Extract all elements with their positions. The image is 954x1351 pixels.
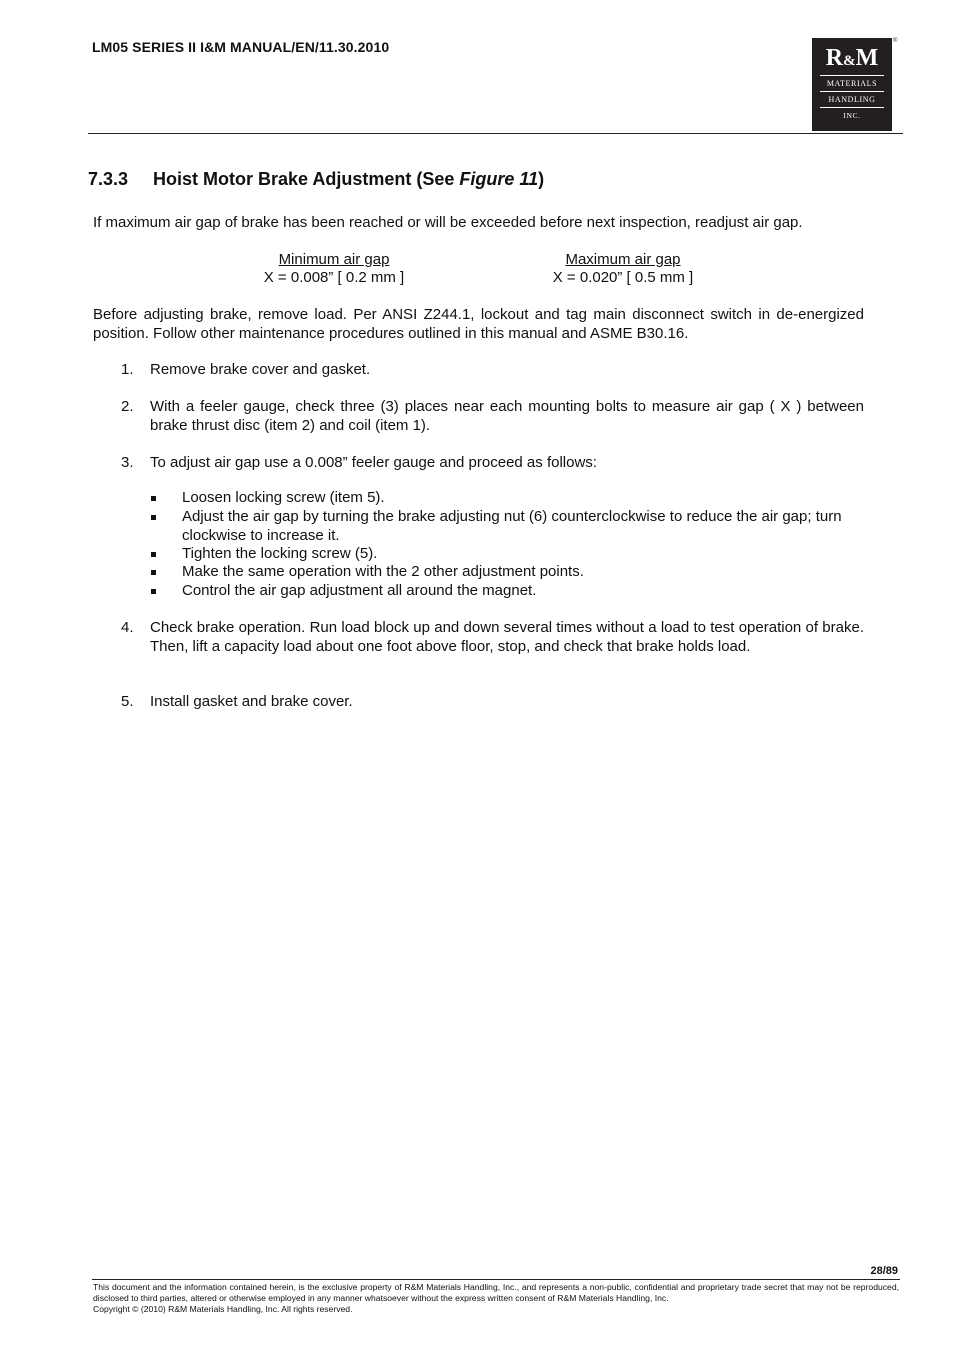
step-text: To adjust air gap use a 0.008” feeler gauge and proceed as follows: — [150, 454, 597, 471]
max-air-gap-label: Maximum air gap — [565, 251, 681, 268]
registered-mark: ® — [893, 38, 898, 44]
bullet-item — [150, 582, 864, 601]
step-number: 5. — [121, 693, 134, 710]
bullet-text: Control the air gap adjustment all around the magnet. — [182, 582, 537, 599]
caution-paragraph: Before adjusting brake, remove load. Per ANSI Z244.1, lockout and tag main disconnect switch in de-energized position. Follow other maintenance procedures outlined in this manual and ASME B30.16. — [93, 306, 864, 342]
step-text: Install gasket and brake cover. — [150, 693, 353, 710]
bullet-item — [150, 508, 864, 545]
copyright-notice: Copyright © (2010) R&M Materials Handling, Inc. All rights reserved. — [93, 1304, 353, 1314]
min-air-gap-label: Minimum air gap — [278, 251, 390, 268]
step-number: 2. — [121, 398, 134, 415]
step-text: With a feeler gauge, check three (3) places near each mounting bolts to measure air gap ( X ) between brake thrust disc (item 2) and coil (item 1). — [150, 398, 864, 434]
procedure-step — [121, 618, 864, 656]
company-logo — [812, 38, 892, 131]
logo-initial-r: R — [825, 45, 844, 71]
step-text: Check brake operation. Run load block up and down several times without a load to test operation of brake. Then, lift a capacity load about one foot above floor, stop, and check that brake holds load. — [150, 619, 864, 655]
bullet-icon — [151, 589, 156, 594]
bullet-text: Make the same operation with the 2 other adjustment points. — [182, 563, 584, 580]
procedure-step — [121, 692, 864, 711]
max-air-gap — [534, 251, 712, 287]
step-number: 1. — [121, 361, 134, 378]
footer-notice — [93, 1282, 899, 1315]
min-air-gap — [246, 251, 422, 287]
logo-divider — [820, 91, 884, 92]
bullet-icon — [151, 515, 156, 520]
page-number: 28/89 — [870, 1265, 898, 1277]
section-title-suffix: ) — [538, 169, 545, 189]
bullet-item — [150, 489, 864, 508]
bullet-text: Loosen locking screw (item 5). — [182, 489, 385, 506]
max-air-gap-value: X = 0.020” [ 0.5 mm ] — [552, 269, 694, 286]
figure-reference: Figure 11 — [459, 169, 539, 189]
logo-line-materials: MATERIALS — [826, 79, 878, 88]
bullet-icon — [151, 552, 156, 557]
procedure-step — [121, 397, 864, 435]
step-number: 4. — [121, 619, 134, 636]
intro-paragraph: If maximum air gap of brake has been reached or will be exceeded before next inspection, readjust air gap. — [93, 214, 803, 231]
bullet-item — [150, 563, 864, 582]
logo-divider — [820, 107, 884, 108]
logo-divider — [820, 75, 884, 76]
logo-line-handling: HANDLING — [828, 95, 876, 104]
logo-ampersand: & — [843, 53, 856, 69]
bullet-text: Adjust the air gap by turning the brake adjusting nut (6) counterclockwise to reduce the air gap; turn clockwise to increase it. — [182, 508, 842, 544]
bullet-icon — [151, 570, 156, 575]
section-number: 7.3.3 — [88, 169, 129, 189]
document-header-title: LM05 SERIES II I&M MANUAL/EN/11.30.2010 — [92, 39, 390, 55]
header-divider — [88, 133, 903, 134]
procedure-step — [121, 453, 864, 472]
confidentiality-notice: This document and the information contained herein, is the exclusive property of R&M Materials Handling, Inc., and represents a non-public, confidential and proprietary trade secret that may not be reproduced, disclosed to third parties, altered or otherwise employed in any manner whatsoever without the express written consent of R&M Materials Handling, Inc. — [93, 1282, 899, 1303]
logo-initial-m: M — [855, 45, 879, 71]
logo-line-inc: INC. — [843, 111, 861, 120]
bullet-text: Tighten the locking screw (5). — [182, 545, 378, 562]
bullet-item — [150, 545, 864, 564]
section-heading — [88, 169, 544, 190]
step-number: 3. — [121, 454, 134, 471]
section-title: Hoist Motor Brake Adjustment (See — [153, 169, 460, 189]
procedure-step — [121, 360, 864, 379]
step-text: Remove brake cover and gasket. — [150, 361, 371, 378]
bullet-icon — [151, 496, 156, 501]
min-air-gap-value: X = 0.008” [ 0.2 mm ] — [263, 269, 405, 286]
footer-divider — [92, 1279, 900, 1280]
